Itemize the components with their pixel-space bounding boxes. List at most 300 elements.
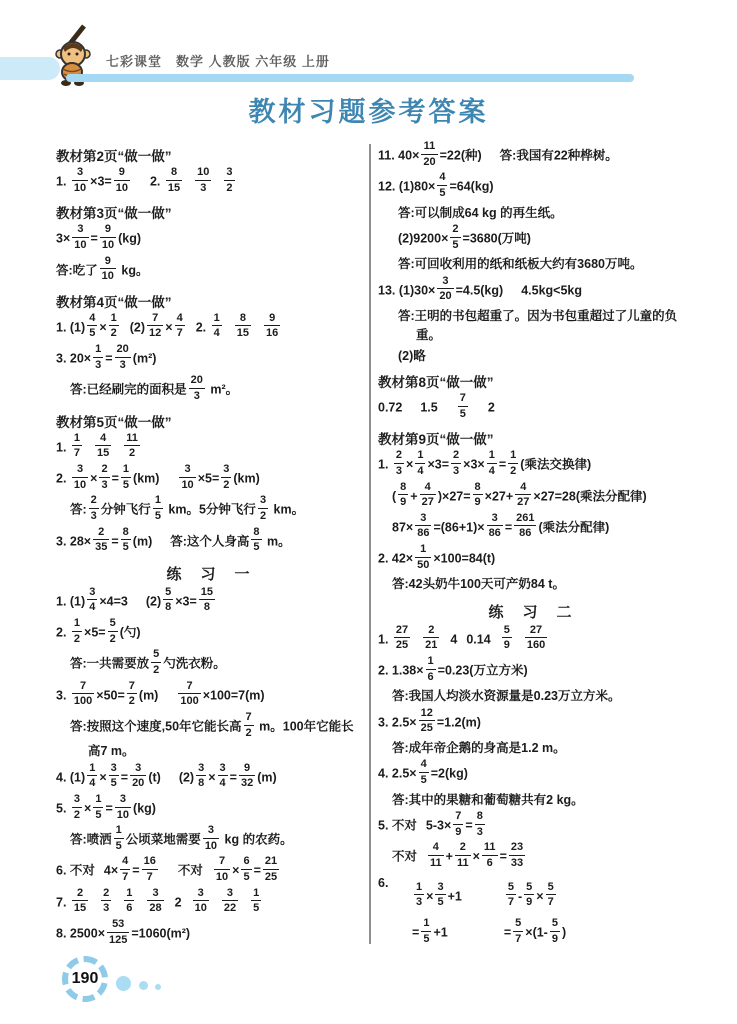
fraction-denominator: 15 <box>97 447 110 460</box>
fraction-denominator: 5 <box>420 774 427 787</box>
fraction <box>89 494 99 522</box>
fraction <box>525 624 547 652</box>
fraction-denominator: 10 <box>74 238 87 251</box>
text-run: ×5= <box>197 471 220 486</box>
fraction-numerator: 7 <box>72 680 94 695</box>
fraction-numerator: 3 <box>487 512 503 527</box>
fraction-denominator: 9 <box>455 825 462 838</box>
text-run: + <box>410 489 418 503</box>
fraction-numerator: 5 <box>506 881 516 896</box>
fraction-numerator: 3 <box>415 512 431 527</box>
fraction-denominator: 50 <box>417 558 430 571</box>
fraction <box>121 463 131 491</box>
text-run: ×27+ <box>484 489 514 503</box>
text-run: =2(kg) <box>430 766 468 781</box>
fraction-denominator: 25 <box>264 871 278 884</box>
text-run: 公顷菜地需要 <box>125 832 201 847</box>
fraction-numerator: 12 <box>419 707 435 722</box>
column-divider <box>369 144 371 944</box>
answer-line <box>392 687 684 706</box>
fraction-denominator: 22 <box>223 902 237 915</box>
text-run: 3. <box>56 688 70 703</box>
text-run: × <box>90 471 98 486</box>
math-line <box>398 347 684 366</box>
math-line <box>392 513 684 543</box>
math-line <box>56 794 362 824</box>
fraction-denominator: 6 <box>427 670 434 683</box>
text-run: 答:可回收利用的纸和纸板大约有3680万吨。 <box>398 257 643 272</box>
fraction-denominator: 9 <box>551 932 558 945</box>
text-run: 答:一共需要放 <box>70 656 150 671</box>
fraction-numerator: 3 <box>193 887 209 902</box>
solution-step <box>412 882 462 912</box>
fraction-denominator: 86 <box>519 527 532 540</box>
text-run: 4. 2.5× <box>378 766 417 781</box>
fraction-denominator: 10 <box>101 270 114 283</box>
text-run: 4 <box>450 632 458 647</box>
text-run: = <box>90 231 98 246</box>
fraction <box>95 432 111 460</box>
fraction-numerator: 2 <box>394 449 404 464</box>
fraction-denominator: 8 <box>198 777 205 790</box>
page-number-badge <box>62 956 108 1002</box>
section-heading: 教材第9页“做一做” <box>378 432 494 448</box>
fraction-denominator: 5 <box>253 902 260 915</box>
fraction-denominator: 3 <box>416 896 423 909</box>
fraction-denominator: 86 <box>488 527 501 540</box>
fraction-denominator: 10 <box>116 808 130 821</box>
text-run: × <box>232 863 240 878</box>
fraction <box>222 887 238 915</box>
text-run: =0.23(万立方米) <box>437 663 528 678</box>
fraction-numerator: 16 <box>142 855 158 870</box>
fraction-numerator: 3 <box>179 463 195 478</box>
fraction-numerator: 4 <box>87 312 97 327</box>
fraction-numerator: 1 <box>421 917 431 932</box>
fraction <box>153 494 163 522</box>
text-run: 答:成年帝企鹅的身高是1.2 m。 <box>392 741 566 755</box>
text-run: = <box>105 801 113 816</box>
fraction-numerator: 1 <box>72 432 82 447</box>
math-line <box>378 708 684 738</box>
text-run: 12. (1)80× <box>378 179 436 194</box>
fraction <box>515 481 531 509</box>
content-column-right <box>378 140 684 952</box>
section-heading: 教材第4页“做一做” <box>56 294 172 310</box>
fraction-numerator: 2 <box>89 494 99 509</box>
header-underline-bar <box>66 74 634 82</box>
text-run: 答:按照这个速度,50年它能长高 <box>70 719 242 734</box>
fraction-denominator: 2 <box>128 695 135 708</box>
fraction <box>114 824 124 852</box>
fraction-numerator: 2 <box>93 526 109 541</box>
fraction-denominator: 5 <box>437 896 444 909</box>
text-run: × <box>406 457 414 472</box>
fraction-denominator: 8 <box>165 601 172 614</box>
text-run: ×(1- <box>525 925 548 940</box>
fraction-denominator: 3 <box>193 390 200 403</box>
fraction <box>114 166 130 194</box>
math-line <box>378 393 684 423</box>
fraction-numerator: 8 <box>235 312 251 327</box>
fraction-numerator: 8 <box>398 481 408 496</box>
text-run: 1. <box>378 457 392 472</box>
answer-content <box>56 140 684 952</box>
fraction <box>93 343 103 371</box>
fraction-denominator: 10 <box>73 478 87 491</box>
fraction <box>244 711 254 739</box>
fraction-numerator: 9 <box>100 255 116 270</box>
fraction <box>437 275 453 303</box>
fraction-denominator: 32 <box>240 777 254 790</box>
text-run: 勺洗衣粉。 <box>163 656 226 671</box>
text-run: 5. 不对 <box>378 818 417 833</box>
fraction <box>72 887 88 915</box>
fraction <box>130 762 146 790</box>
fraction-denominator: 9 <box>474 496 481 509</box>
fraction-denominator: 2 <box>73 808 81 821</box>
fraction-denominator: 4 <box>417 464 424 477</box>
fraction <box>509 841 525 869</box>
fraction-numerator: 3 <box>109 762 119 777</box>
exercise-title: 练 习 一 <box>166 565 252 583</box>
fraction-numerator: 11 <box>421 140 437 155</box>
fraction <box>421 140 437 168</box>
text-run: = <box>111 533 119 548</box>
fraction <box>115 793 131 821</box>
text-run: =22(种) <box>439 148 482 163</box>
fraction <box>258 494 268 522</box>
fraction-denominator: 3 <box>453 464 460 477</box>
math-line <box>56 464 362 494</box>
decorative-dot <box>139 981 148 990</box>
fraction <box>251 887 261 915</box>
decorative-dot <box>116 976 131 991</box>
fraction-denominator: 10 <box>101 238 115 251</box>
fraction-numerator: 3 <box>72 223 88 238</box>
text-run: 2. 42× <box>378 551 414 566</box>
fraction-denominator: 15 <box>167 181 181 194</box>
fraction <box>224 166 234 194</box>
answer-line <box>398 204 684 223</box>
text-run: (m) <box>138 688 159 703</box>
text-run: (m²) <box>132 351 157 366</box>
text-run: 1. (1) <box>56 594 86 609</box>
text-run: (乘法分配律) <box>538 520 610 535</box>
fraction-denominator: 6 <box>126 902 133 915</box>
text-run: 答:其中的果糖和葡萄糖共有2 kg。 <box>392 792 584 807</box>
fraction <box>72 166 88 194</box>
fraction-denominator: 160 <box>526 639 546 652</box>
fraction-denominator: 20 <box>439 290 452 303</box>
fraction <box>221 463 231 491</box>
answer-line <box>392 575 684 594</box>
text-run: 答:喷洒 <box>70 832 112 847</box>
solution-column <box>412 876 462 952</box>
fraction <box>263 855 279 883</box>
fraction-denominator: 25 <box>395 639 409 652</box>
text-run: 5. <box>56 801 70 816</box>
fraction-numerator: 4 <box>428 841 444 856</box>
solution-step <box>504 918 566 948</box>
fraction-numerator: 3 <box>218 762 228 777</box>
fraction-numerator: 5 <box>546 881 556 896</box>
fraction <box>241 855 251 883</box>
text-run: kg。 <box>117 263 149 277</box>
fraction <box>109 762 119 790</box>
fraction-numerator: 1 <box>109 312 119 327</box>
fraction-denominator: 100 <box>73 695 93 708</box>
fraction <box>109 312 119 340</box>
fraction <box>458 392 468 420</box>
fraction-denominator: 2 <box>223 478 230 491</box>
fraction-numerator: 4 <box>175 312 185 327</box>
fraction-numerator: 1 <box>251 887 261 902</box>
math-line <box>56 618 362 648</box>
math-line <box>56 856 362 886</box>
text-run: 2. <box>56 625 70 640</box>
answer-line <box>70 825 362 855</box>
fraction-denominator: 28 <box>149 902 162 915</box>
text-run: 4× <box>103 863 119 878</box>
fraction <box>218 762 228 790</box>
fraction-denominator: 2 <box>109 632 116 645</box>
fraction-denominator: 3 <box>101 478 108 491</box>
text-run: ×27=28(乘法分配律) <box>533 489 647 503</box>
text-run: 4.5kg<5kg <box>521 283 582 298</box>
text-run: =64(kg) <box>449 179 494 194</box>
math-line <box>378 450 684 480</box>
text-run: = <box>111 471 119 486</box>
text-run: 0.14 <box>466 632 491 647</box>
answer-line <box>398 307 684 346</box>
fraction <box>87 312 97 340</box>
text-run: × <box>165 320 173 335</box>
fraction-denominator: 2 <box>245 726 252 739</box>
fraction-numerator: 20 <box>189 374 205 389</box>
text-run: 11. 40× <box>378 148 420 163</box>
fraction-numerator: 4 <box>95 432 111 447</box>
text-run: 2 <box>174 895 182 910</box>
math-line <box>378 141 684 171</box>
fraction-numerator: 5 <box>151 648 161 663</box>
fraction-numerator: 3 <box>221 463 231 478</box>
fraction-denominator: 12 <box>149 327 162 340</box>
text-run: +1 <box>433 925 448 940</box>
fraction <box>508 449 518 477</box>
fraction-numerator: 261 <box>514 512 536 527</box>
fraction <box>453 810 463 838</box>
fraction <box>398 481 408 509</box>
fraction-numerator: 3 <box>72 793 82 808</box>
math-line <box>56 344 362 374</box>
fraction-numerator: 3 <box>72 463 88 478</box>
fraction <box>455 841 471 869</box>
text-run: 1. <box>56 440 70 455</box>
fraction-numerator: 1 <box>487 449 497 464</box>
text-run: =3680(万吨) <box>462 231 531 246</box>
fraction-denominator: 16 <box>266 327 279 340</box>
text-run: (km) <box>233 471 260 486</box>
fraction-numerator: 1 <box>415 543 431 558</box>
text-run: 1. <box>378 632 392 647</box>
fraction-denominator: 3 <box>95 358 102 371</box>
math-line <box>392 482 684 512</box>
fraction-numerator: 7 <box>127 680 137 695</box>
math-line <box>56 888 362 918</box>
fraction-numerator: 1 <box>415 449 425 464</box>
section-heading: 教材第2页“做一做” <box>56 149 172 164</box>
fraction <box>151 648 161 676</box>
fraction-denominator: 2 <box>259 509 267 522</box>
fraction-denominator: 7 <box>176 327 183 340</box>
fraction <box>482 841 498 869</box>
fraction <box>214 855 230 883</box>
fraction-numerator: 4 <box>420 481 436 496</box>
text-run: (2) <box>129 320 146 335</box>
text-run: 2. 1.38× <box>378 663 424 678</box>
fraction-denominator: 3 <box>119 358 126 371</box>
text-run: 答:这个人身高 <box>170 533 250 548</box>
fraction <box>107 918 129 946</box>
math-line <box>56 681 362 711</box>
fraction <box>178 680 200 708</box>
text-run: = <box>465 818 473 833</box>
fraction-denominator: 100 <box>180 695 199 708</box>
fraction <box>487 449 497 477</box>
fraction-denominator: 2 <box>226 181 233 194</box>
text-run: ×5= <box>84 625 106 640</box>
fraction-numerator: 3 <box>72 166 88 181</box>
text-run: =1060(m²) <box>131 926 191 941</box>
math-line <box>56 313 362 343</box>
text-run: × <box>84 801 92 816</box>
fraction-denominator: 5 <box>452 238 459 251</box>
fraction-numerator: 1 <box>121 463 131 478</box>
fraction-denominator: 11 <box>456 856 469 869</box>
text-run: 2. <box>56 471 70 486</box>
answer-line <box>398 255 684 274</box>
fraction <box>193 887 209 915</box>
fraction-denominator: 5 <box>439 186 446 199</box>
fraction-denominator: 9 <box>526 896 533 909</box>
fraction-numerator: 5 <box>502 624 512 639</box>
text-run: 6. 不对 <box>56 863 95 878</box>
text-run: 不对 <box>392 849 418 864</box>
text-run: × <box>208 770 216 785</box>
fraction-denominator: 33 <box>510 856 524 869</box>
text-run: =1.2(m) <box>436 715 481 730</box>
fraction-numerator: 7 <box>178 680 200 695</box>
fraction-numerator: 4 <box>515 481 531 496</box>
fraction-denominator: 5 <box>423 932 430 945</box>
fraction <box>142 855 158 883</box>
section-heading: 教材第3页“做一做” <box>56 206 172 222</box>
text-run: (2) <box>178 770 195 785</box>
fraction-numerator: 2 <box>99 463 109 478</box>
fraction-numerator: 5 <box>550 917 560 932</box>
fraction-numerator: 53 <box>107 918 129 933</box>
fraction-denominator: 3 <box>103 902 110 915</box>
text-run: = <box>229 770 237 785</box>
answer-line <box>70 375 362 405</box>
fraction <box>166 166 182 194</box>
text-run: (勺) <box>119 625 141 640</box>
fraction <box>212 312 222 340</box>
fraction-numerator: 1 <box>153 494 163 509</box>
fraction-denominator: 10 <box>73 181 87 194</box>
fraction-denominator: 5 <box>110 777 117 790</box>
fraction-denominator: 5 <box>459 407 466 420</box>
fraction-denominator: 15 <box>73 902 87 915</box>
fraction-denominator: 10 <box>204 839 218 852</box>
math-line <box>56 433 362 463</box>
fraction-denominator: 20 <box>132 777 145 790</box>
fraction-denominator: 5 <box>243 871 250 884</box>
text-run: 答:我国人均淡水资源量是0.23万立方米。 <box>392 689 621 704</box>
text-run: 87× <box>392 520 414 535</box>
fraction-numerator: 5 <box>108 617 118 632</box>
text-run: ×4=3 <box>99 594 128 609</box>
fraction-numerator: 8 <box>121 526 131 541</box>
fraction-denominator: 5 <box>122 478 130 491</box>
fraction <box>415 512 431 540</box>
text-run: 答:已经刷完的面积是 <box>70 382 187 397</box>
fraction <box>101 887 111 915</box>
fraction-numerator: 8 <box>475 810 485 825</box>
fraction <box>420 481 436 509</box>
text-run: (m) <box>132 533 153 548</box>
fraction <box>87 586 97 614</box>
fraction <box>419 707 435 735</box>
fraction <box>506 881 516 909</box>
problem-number: 6. <box>378 875 389 890</box>
fraction-numerator: 3 <box>224 166 234 181</box>
math-line <box>378 811 684 841</box>
exercise-title: 练 习 二 <box>488 603 574 621</box>
fraction-numerator: 4 <box>437 171 447 186</box>
fraction <box>99 463 109 491</box>
answer-line <box>392 791 684 810</box>
fraction-denominator: 4 <box>89 777 96 790</box>
text-run: 4. (1) <box>56 770 86 785</box>
answer-line <box>70 649 362 679</box>
text-run: = <box>105 351 113 366</box>
fraction <box>451 449 461 477</box>
text-run: 8. 2500× <box>56 926 106 941</box>
fraction <box>72 432 82 460</box>
solution-column <box>504 876 566 952</box>
fraction-denominator: 5 <box>95 808 102 821</box>
fraction <box>546 881 556 909</box>
fraction <box>550 917 560 945</box>
answer-line <box>70 950 362 952</box>
content-column-left <box>56 140 362 952</box>
text-run: ×3= <box>427 457 450 472</box>
fraction-numerator: 21 <box>263 855 279 870</box>
fraction-numerator: 2 <box>455 841 471 856</box>
fraction-denominator: 2 <box>153 664 160 677</box>
fraction-denominator: 9 <box>503 639 510 652</box>
fraction-numerator: 8 <box>166 166 182 181</box>
text-run: m²。 <box>206 382 239 397</box>
fraction-denominator: 5 <box>253 541 260 554</box>
fraction-numerator: 1 <box>87 762 97 777</box>
page-number: 190 <box>71 970 99 987</box>
text-run: × <box>536 889 544 904</box>
text-run: 0.72 <box>378 400 403 415</box>
text-run: = <box>412 925 420 940</box>
